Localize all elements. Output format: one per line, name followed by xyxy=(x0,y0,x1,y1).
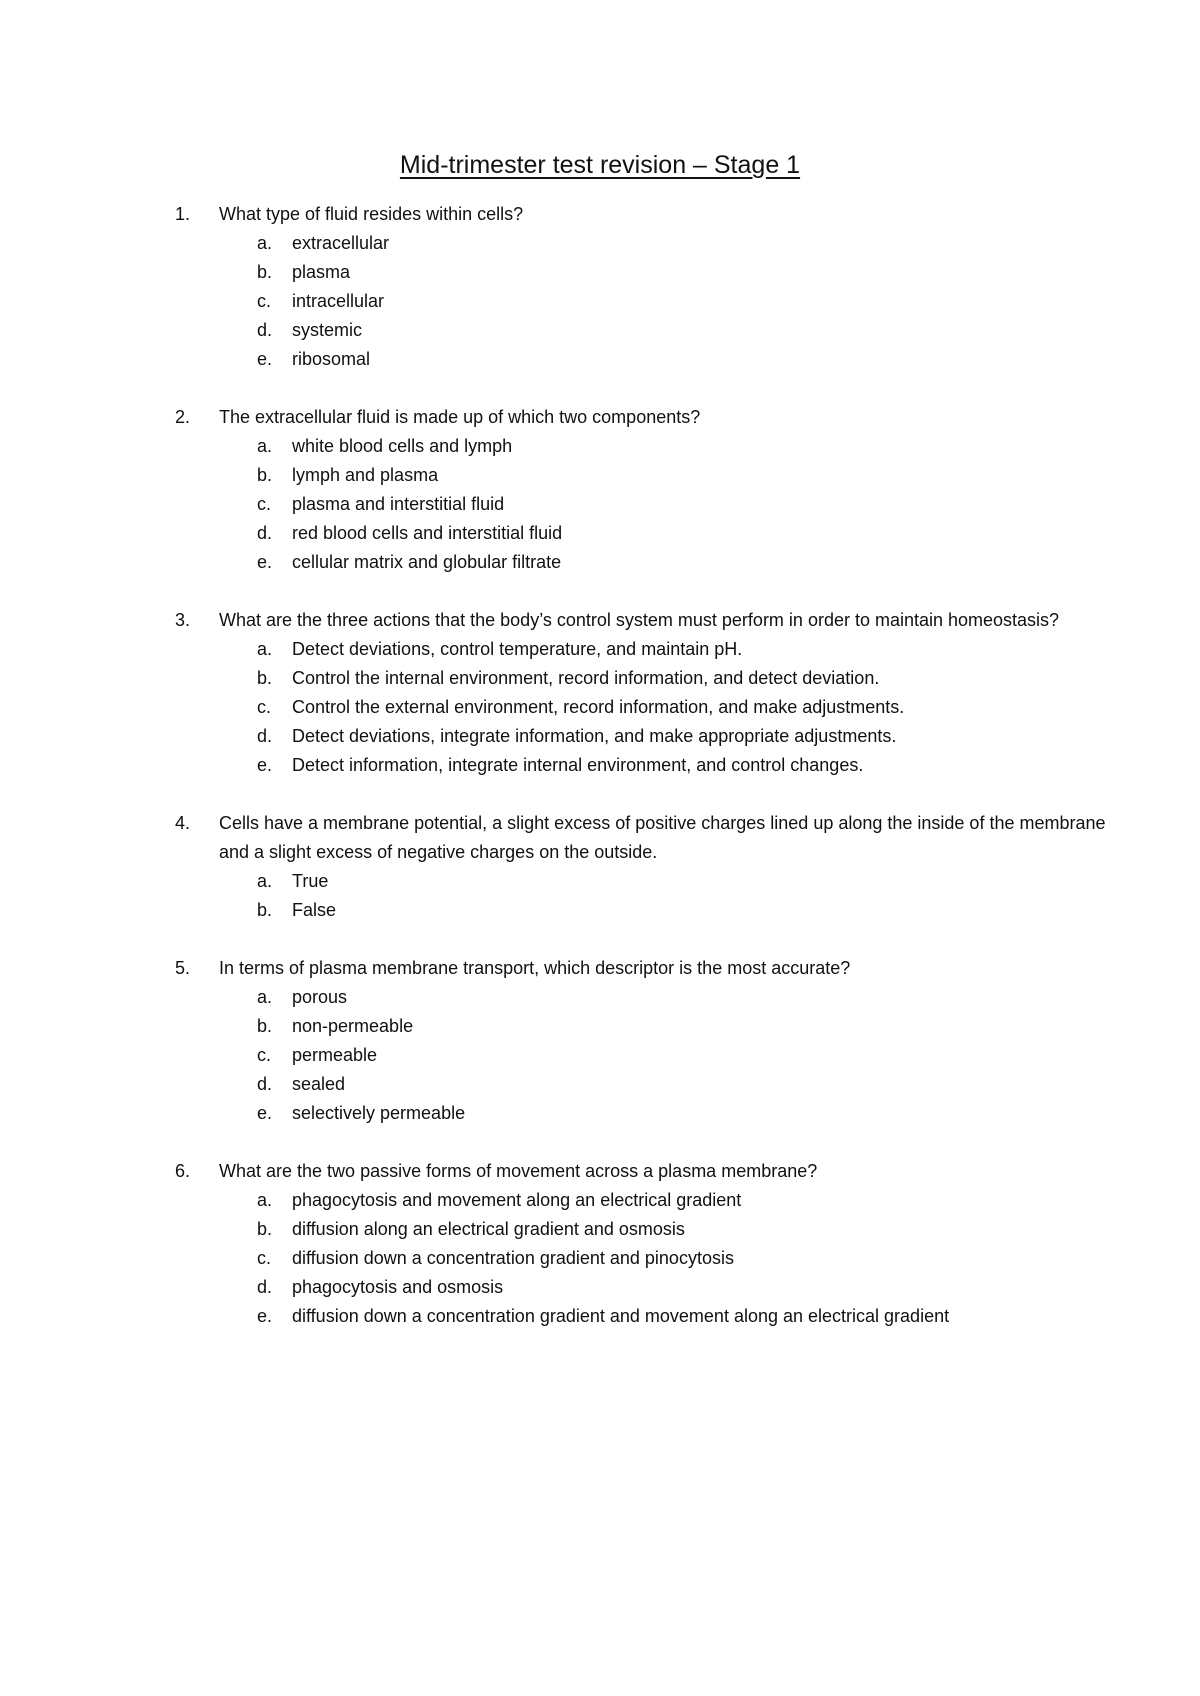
answer-options xyxy=(175,983,1095,1128)
option-letter: b. xyxy=(257,668,273,688)
answer-option xyxy=(175,751,1095,780)
question-text: Cells have a membrane potential, a slight excess of positive charges lined up along the inside of the membrane and a slight excess of negative charges on the outside. xyxy=(219,813,1106,862)
answer-option xyxy=(175,693,1095,722)
answer-options xyxy=(175,867,1095,925)
answer-option xyxy=(175,983,1095,1012)
option-text: red blood cells and interstitial fluid xyxy=(292,523,563,543)
question-number: 4. xyxy=(175,813,191,833)
answer-options xyxy=(175,229,1095,374)
option-letter: a. xyxy=(257,987,273,1007)
option-text: Detect information, integrate internal environment, and control changes. xyxy=(292,755,864,775)
option-letter: d. xyxy=(257,1074,273,1094)
option-letter: d. xyxy=(257,1277,273,1297)
question-1 xyxy=(175,200,1095,374)
page-title: Mid-trimester test revision – Stage 1 xyxy=(399,151,801,179)
answer-option xyxy=(175,345,1095,374)
option-letter: e. xyxy=(257,552,273,572)
answer-option xyxy=(175,1099,1095,1128)
option-letter: c. xyxy=(257,494,272,514)
option-letter: a. xyxy=(257,1190,273,1210)
answer-option xyxy=(175,1273,1095,1302)
answer-option xyxy=(175,867,1095,896)
question-text: The extracellular fluid is made up of which two components? xyxy=(219,407,701,427)
option-letter: a. xyxy=(257,436,273,456)
question-4 xyxy=(175,809,1106,925)
question-text: What are the two passive forms of movement across a plasma membrane? xyxy=(219,1161,818,1181)
option-letter: a. xyxy=(257,639,273,659)
answer-option xyxy=(175,635,1095,664)
option-text: plasma and interstitial fluid xyxy=(292,494,505,514)
option-text: white blood cells and lymph xyxy=(292,436,513,456)
answer-option xyxy=(175,664,1095,693)
question-6 xyxy=(175,1157,1095,1331)
question-3 xyxy=(175,606,1095,780)
answer-option xyxy=(175,896,1095,925)
option-letter: b. xyxy=(257,1016,273,1036)
option-text: Detect deviations, integrate information, and make appropriate adjustments. xyxy=(292,726,897,746)
option-text: porous xyxy=(292,987,348,1007)
option-text: lymph and plasma xyxy=(292,465,439,485)
option-letter: b. xyxy=(257,465,273,485)
option-text: Control the internal environment, record information, and detect deviation. xyxy=(292,668,880,688)
answer-options xyxy=(175,432,1095,577)
option-letter: b. xyxy=(257,900,273,920)
answer-option xyxy=(175,722,1095,751)
option-letter: e. xyxy=(257,1306,273,1326)
option-letter: a. xyxy=(257,233,273,253)
answer-option xyxy=(175,432,1095,461)
answer-options xyxy=(175,1186,1095,1331)
question-number: 5. xyxy=(175,958,191,978)
answer-option xyxy=(175,1041,1095,1070)
option-text: phagocytosis and movement along an electrical gradient xyxy=(292,1190,742,1210)
question-number: 1. xyxy=(175,204,191,224)
option-text: phagocytosis and osmosis xyxy=(292,1277,504,1297)
option-letter: c. xyxy=(257,1045,272,1065)
question-number: 2. xyxy=(175,407,191,427)
option-text: diffusion along an electrical gradient and osmosis xyxy=(292,1219,685,1239)
answer-option xyxy=(175,316,1095,345)
option-letter: b. xyxy=(257,262,273,282)
answer-option xyxy=(175,461,1095,490)
question-number: 6. xyxy=(175,1161,191,1181)
question-2 xyxy=(175,403,1095,577)
answer-option xyxy=(175,1186,1095,1215)
option-letter: c. xyxy=(257,291,272,311)
option-text: systemic xyxy=(292,320,363,340)
option-text: sealed xyxy=(292,1074,346,1094)
answer-option xyxy=(175,1302,1095,1331)
question-text: In terms of plasma membrane transport, which descriptor is the most accurate? xyxy=(219,958,851,978)
answer-option xyxy=(175,548,1095,577)
option-text: plasma xyxy=(292,262,351,282)
answer-option xyxy=(175,1070,1095,1099)
option-text: diffusion down a concentration gradient and movement along an electrical gradient xyxy=(292,1306,950,1326)
question-text: What type of fluid resides within cells? xyxy=(219,204,524,224)
option-text: non-permeable xyxy=(292,1016,414,1036)
option-text: extracellular xyxy=(292,233,390,253)
question-list xyxy=(175,200,1106,1360)
option-letter: e. xyxy=(257,349,273,369)
answer-options xyxy=(175,635,1095,780)
option-letter: d. xyxy=(257,726,273,746)
answer-option xyxy=(175,1012,1095,1041)
answer-option xyxy=(175,490,1095,519)
option-text: True xyxy=(292,871,329,891)
option-text: selectively permeable xyxy=(292,1103,466,1123)
answer-option xyxy=(175,1244,1095,1273)
answer-option xyxy=(175,258,1095,287)
option-text: False xyxy=(292,900,337,920)
option-text: Detect deviations, control temperature, and maintain pH. xyxy=(292,639,743,659)
option-letter: e. xyxy=(257,755,273,775)
option-letter: c. xyxy=(257,697,272,717)
option-letter: d. xyxy=(257,320,273,340)
option-letter: d. xyxy=(257,523,273,543)
question-5 xyxy=(175,954,1095,1128)
answer-option xyxy=(175,287,1095,316)
option-text: diffusion down a concentration gradient and pinocytosis xyxy=(292,1248,734,1268)
option-text: permeable xyxy=(292,1045,378,1065)
answer-option xyxy=(175,519,1095,548)
option-text: intracellular xyxy=(292,291,385,311)
option-text: Control the external environment, record information, and make adjustments. xyxy=(292,697,905,717)
option-letter: c. xyxy=(257,1248,272,1268)
answer-option xyxy=(175,229,1095,258)
answer-option xyxy=(175,1215,1095,1244)
option-letter: e. xyxy=(257,1103,273,1123)
option-text: cellular matrix and globular filtrate xyxy=(292,552,562,572)
option-letter: b. xyxy=(257,1219,273,1239)
option-letter: a. xyxy=(257,871,273,891)
question-text: What are the three actions that the body’s control system must perform in order to maintain homeostasis? xyxy=(219,610,1060,630)
question-number: 3. xyxy=(175,610,191,630)
option-text: ribosomal xyxy=(292,349,371,369)
